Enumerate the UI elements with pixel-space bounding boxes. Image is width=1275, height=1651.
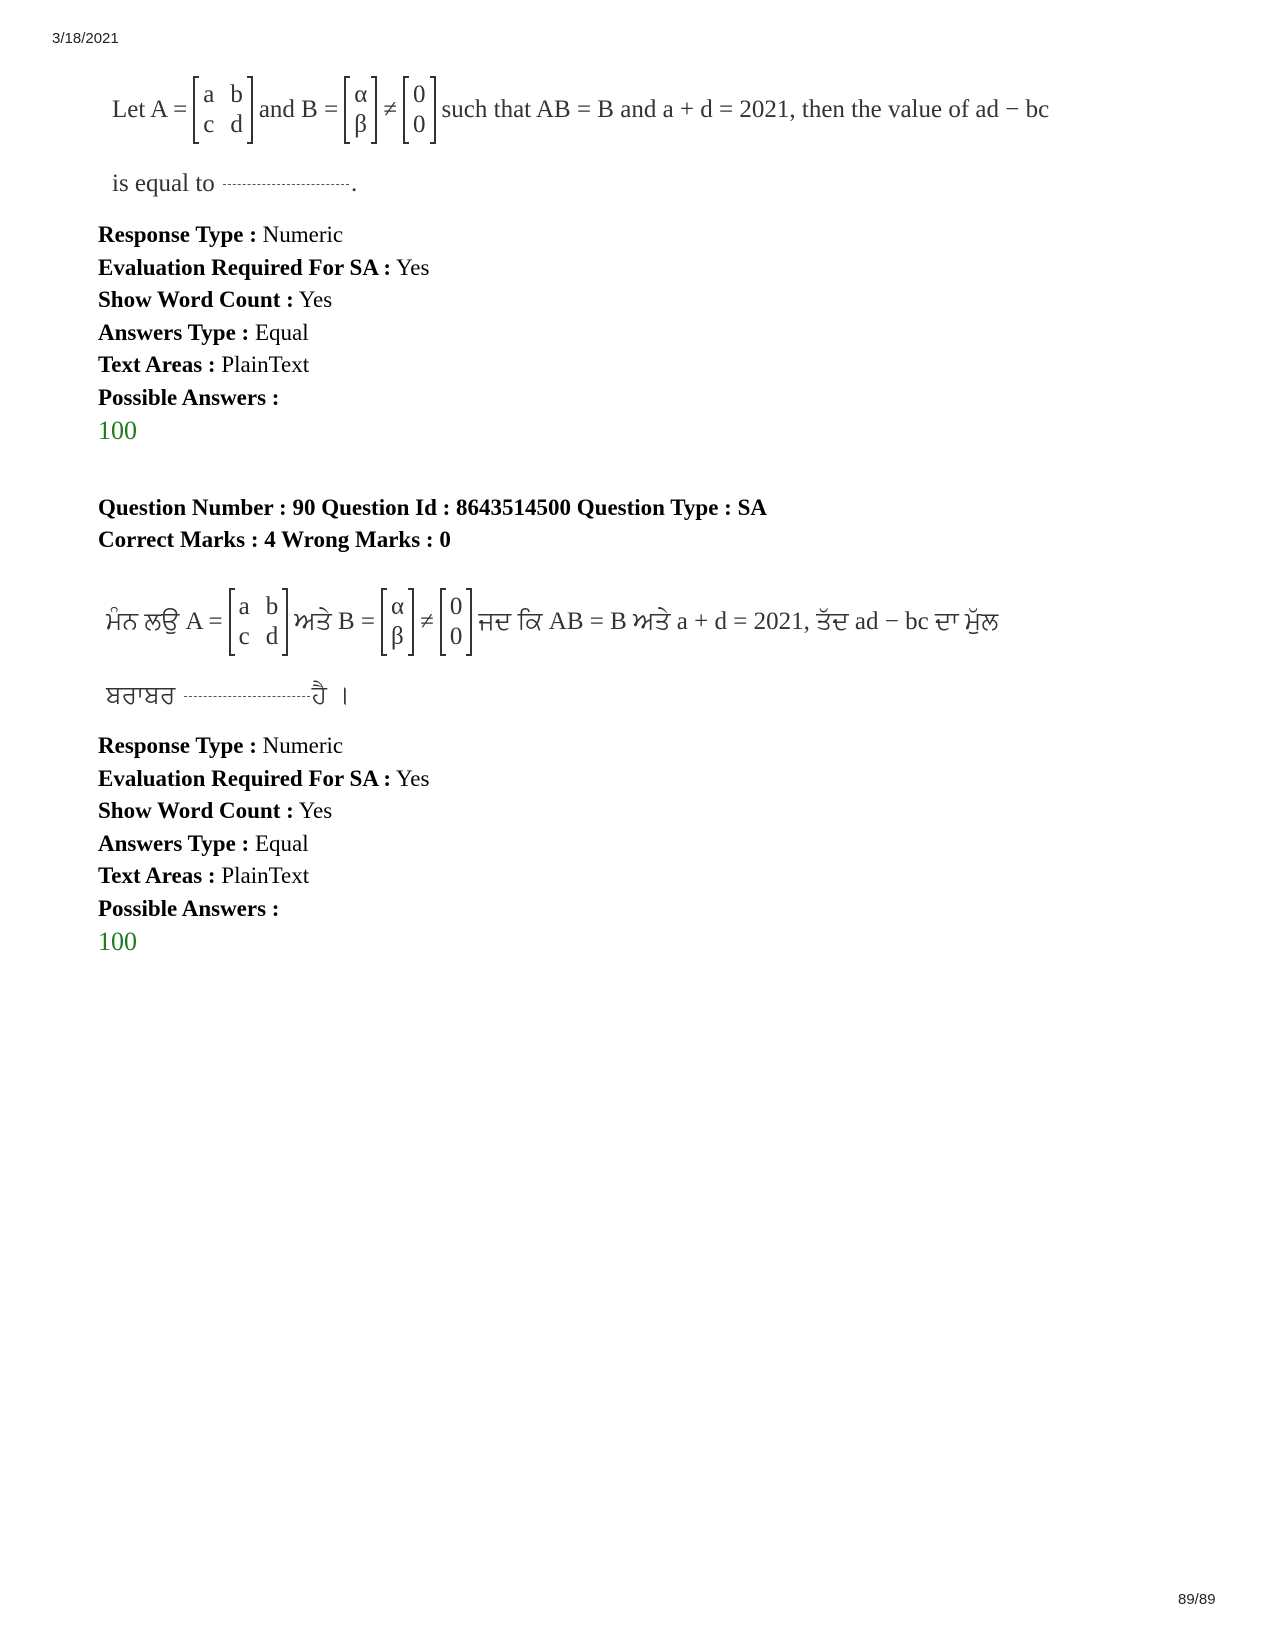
zero-vector: 0 0	[440, 588, 473, 656]
math-text: Let A =	[112, 96, 188, 123]
field-row: Evaluation Required For SA : Yes	[98, 254, 430, 280]
possible-answer: 100	[98, 416, 137, 445]
field-row: Show Word Count : Yes	[98, 798, 333, 823]
math-text: ਮੰਨ ਲਉ A =	[106, 608, 223, 635]
field-row: Evaluation Required For SA : Yes	[98, 765, 430, 791]
vector-b: α β	[381, 588, 414, 656]
math-text: ਜਦ ਕਿ AB = B ਅਤੇ a + d = 2021, ਤੱਦ ad − bc ਦਾ ਮੁੱਲ	[478, 608, 999, 635]
field-row: Possible Answers :	[98, 895, 280, 921]
q90-header	[98, 492, 767, 556]
zero-vector: 0 0	[403, 76, 436, 144]
possible-answer: 100	[98, 927, 137, 956]
math-line-2: is equal to .	[112, 170, 358, 197]
math-text: such that AB = B and a + d = 2021, then the value of ad − bc	[441, 96, 1050, 123]
field-row: Show Word Count : Yes	[98, 287, 333, 312]
answer-blank	[184, 696, 310, 697]
math-line-2: ਬਰਾਬਰ ਹੈ ।	[106, 682, 351, 709]
field-row: Response Type : Numeric	[98, 733, 344, 758]
q89-math-statement	[112, 72, 1055, 198]
math-text: ਅਤੇ B =	[294, 608, 375, 635]
field-row: Answers Type : Equal	[98, 319, 309, 345]
page-number: 89/89	[1178, 1591, 1216, 1608]
field-row: Possible Answers :	[98, 384, 280, 410]
not-equal-sign: ≠	[383, 96, 398, 123]
answer-blank	[223, 184, 349, 185]
q90-metadata	[98, 730, 429, 959]
vector-b: α β	[344, 76, 377, 144]
field-row: Response Type : Numeric	[98, 222, 344, 247]
field-row: Text Areas : PlainText	[98, 352, 310, 377]
q89-metadata	[98, 219, 429, 448]
marks-line: Correct Marks : 4 Wrong Marks : 0	[98, 527, 451, 552]
not-equal-sign: ≠	[420, 608, 434, 635]
math-text: and B =	[258, 96, 339, 123]
q90-math-statement	[106, 584, 1004, 710]
question-info-line: Question Number : 90 Question Id : 8643514500 Question Type : SA	[98, 495, 767, 520]
print-date: 3/18/2021	[52, 30, 119, 47]
field-row: Text Areas : PlainText	[98, 863, 310, 888]
matrix-a: a b c d	[229, 588, 289, 656]
field-row: Answers Type : Equal	[98, 830, 309, 856]
matrix-a: a b c d	[193, 76, 253, 144]
